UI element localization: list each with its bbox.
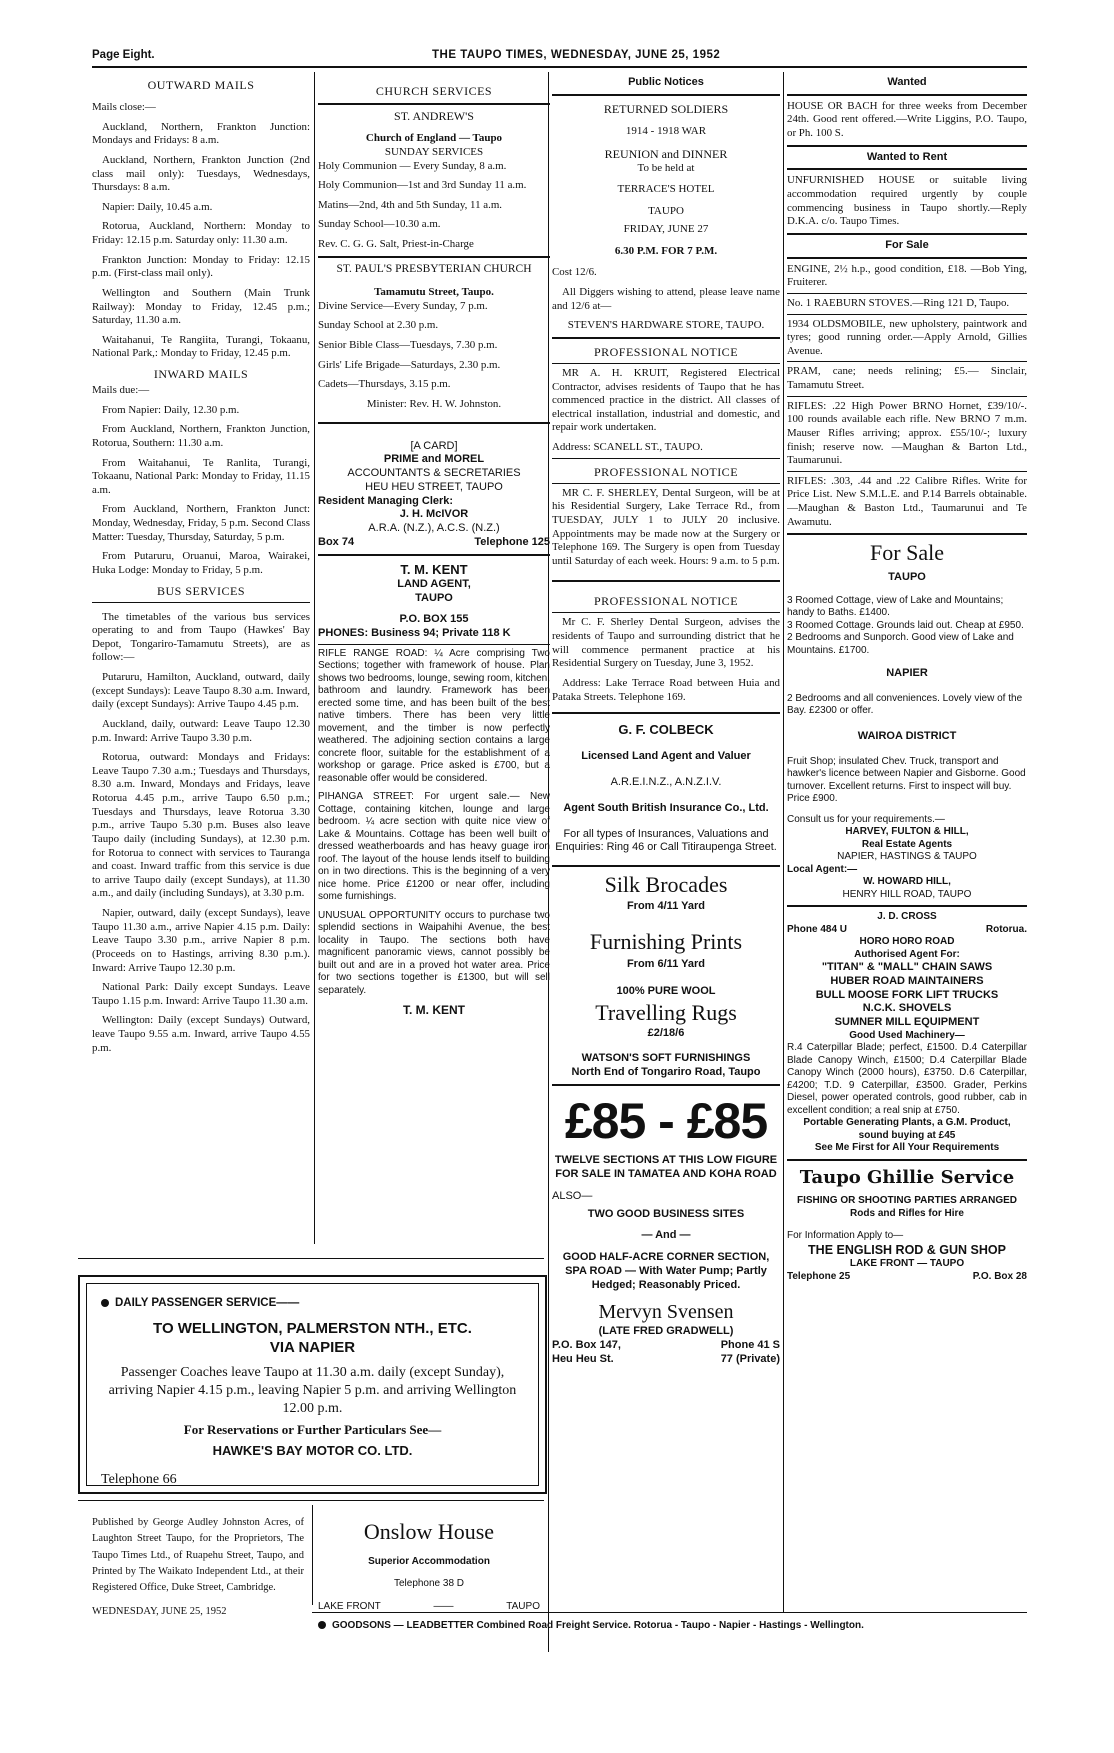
bus-item: Wellington: Daily (except Sundays) Outward, leave Taupo 9.55 a.m. Inward, arrive Taupo 4.55 p.m.: [92, 1014, 310, 1054]
onslow-tel: Telephone 38 D: [393, 1578, 465, 1589]
bus-item: Auckland, daily, outward: Leave Taupo 12.30 p.m. Inward: Arrive Taupo 3.30 p.m.: [92, 717, 310, 744]
half-acre: GOOD HALF-ACRE CORNER SECTION, SPA ROAD — With Water Pump; Partly Hedged; Reasonably Priced.: [562, 1251, 770, 1291]
imprint: [92, 1515, 304, 1621]
sale-item: RIFLES: .22 High Power BRNO Hornet, £39/10/-. 100 rounds available each rifle. New BRNO 7 m.m. Mauser Rifles arriving; approx. £55/10/-; luxury finish; reserve now. —Maughan & Barton Ltd., Taumarunui.: [787, 400, 1027, 472]
column-rule: [783, 72, 784, 1612]
watsons-address: North End of Tongariro Road, Taupo: [552, 1066, 780, 1086]
mail-item: From Auckland, Northern, Frankton Junct: Monday, Wednesday, Friday, 5 p.m. Second Class Matter: Tuesday, Thursday, Saturday, 5 p.m.: [92, 503, 310, 543]
taupo-subhead: TAUPO: [888, 570, 926, 583]
onslow-left: LAKE FRONT: [318, 1600, 381, 1612]
mervyn-po: P.O. Box 147,: [552, 1339, 621, 1352]
wairoa-subhead: WAIROA DISTRICT: [857, 729, 957, 742]
cross-town: Rotorua.: [985, 923, 1027, 935]
public-notices-heading: Public Notices: [552, 76, 780, 96]
mail-item: Mails close:—: [92, 101, 156, 113]
bull-moose: BULL MOOSE FORK LIFT TRUCKS: [815, 988, 999, 1001]
english-shop: THE ENGLISH ROD & GUN SHOP: [808, 1242, 1006, 1257]
titan: "TITAN" & "MALL" CHAIN SAWS: [821, 961, 993, 973]
bus-item: Putaruru, Hamilton, Auckland, outward, daily (except Sundays): Leave Taupo 8.30 a.m. Inward, daily (except Sundays): Arrive Taupo 4.45 p.m.: [92, 671, 310, 711]
fishing: FISHING OR SHOOTING PARTIES ARRANGED: [796, 1195, 1017, 1207]
shop-tel: Telephone 25: [787, 1270, 851, 1282]
church-line: Senior Bible Class—Tuesdays, 7.30 p.m.: [318, 339, 498, 351]
sherley-address: Address: Lake Terrace Road between Huia and Pataka Streets. Telephone 169.: [552, 677, 780, 714]
professional-notice-heading: PROFESSIONAL NOTICE: [552, 465, 780, 484]
outward-mails-heading: OUTWARD MAILS: [147, 78, 255, 92]
lake-front: LAKE FRONT — TAUPO: [849, 1258, 965, 1270]
rifle-range-listing: RIFLE RANGE ROAD: ¼ Acre comprising Two Sections; together with framework of house. Plan shows two bedrooms, lounge, sewing room, kitchen, bathroom and laundry. Framework has been erected some time, and has been built of the best native timbers. There has been very little movement, and the timber is now perfectly weathered. The adjoining section contains a large concrete floor, suitable for the establishment of a workshop or garage. Price asked is £700, but a reasonable offer would be considered.: [318, 647, 550, 784]
sherley-notice-2: Mr C. F. Sherley Dental Surgeon, advises the residents of Taupo and surrounding district that he will commence permanent practice at his Residential Surgery on Tuesday, June 3, 1952.: [552, 616, 780, 670]
twelve-sections: TWELVE SECTIONS AT THIS LOW FIGURE FOR SALE IN TAMATEA AND KOHA ROAD: [554, 1154, 778, 1181]
kent-title: T. M. KENT: [400, 561, 468, 577]
church-line: Cadets—Thursdays, 3.15 p.m.: [318, 378, 451, 391]
colbeck-insurance: Agent South British Insurance Co., Ltd.: [563, 801, 769, 814]
mail-item: Frankton Junction: Monday to Friday: 12.15 p.m. (First-class mail only).: [92, 253, 310, 280]
firm-name: PRIME and MOREL: [383, 453, 485, 466]
mail-item: Waitahanui, Te Rangiita, Turangi, Tokaanu, National Park,: Monday to Friday, 12.45 p.m.: [92, 333, 310, 360]
telephone-66: Telephone 66: [101, 1471, 177, 1487]
bus-item: National Park: Daily except Sundays. Leave Taupo 1.15 p.m. Inward: Arrive Taupo 11.30 a.m.: [92, 981, 310, 1007]
firm-street: HEU HEU STREET, TAUPO: [365, 480, 503, 493]
mail-item: From Waitahanui, Te Ranlita, Turangi, Tokaanu, National Park: Monday to Friday, 11.15 a.m.: [92, 456, 310, 496]
mail-item: From Auckland, Northern, Frankton Junction, Rotorua, Southern: 11.30 a.m.: [92, 423, 310, 449]
st-andrews-heading: ST. ANDREW'S: [394, 109, 474, 123]
mervyn-phone: Phone 41 S: [720, 1339, 780, 1352]
coe-line: Church of England — Taupo: [365, 132, 503, 144]
footer-rule: [312, 1612, 1027, 1613]
mervyn-private: 77 (Private): [720, 1352, 780, 1365]
wanted-item: HOUSE OR BACH for three weeks from December 24th. Good rent offered.—Write Liggins, P.O. Taupo, or Ph. 100 S.: [787, 100, 1027, 147]
price-right: £85: [686, 1092, 768, 1149]
card-label: [A CARD]: [410, 439, 458, 452]
sumner: SUMNER MILL EQUIPMENT: [834, 1016, 980, 1028]
nck: N.C.K. SHOVELS: [862, 1002, 952, 1015]
napier-subhead: NAPIER: [886, 667, 928, 679]
onslow-title: Onslow House: [363, 1519, 495, 1544]
rugs-price: £2/18/6: [647, 1026, 685, 1039]
column-mails: [92, 72, 310, 1252]
reunion-date: FRIDAY, JUNE 27: [623, 222, 709, 235]
column-classifieds: [787, 76, 1027, 1616]
price-dash: -: [658, 1092, 674, 1149]
machinery-list: R.4 Caterpillar Blade; perfect, £1500. D.4 Caterpillar Blade Canopy Winch, £1500; D.4 Caterpillar Blade Canopy Winch (2000 hours), £3750. D.6 Caterpillar, £4200; T.D. 9 Caterpillar, £3500. Grader, Perkins Diesel, power operated controls, good rubber, cab in excellent condition; a real snip at £750.: [787, 1042, 1027, 1116]
hotel: TERRACE'S HOTEL: [617, 183, 715, 196]
st-pauls-heading: ST. PAUL'S PRESBYTERIAN CHURCH: [336, 262, 532, 275]
rods: Rods and Rifles for Hire: [850, 1207, 964, 1219]
cross-phone: Phone 484 U: [787, 923, 848, 935]
church-line: Holy Communion — Every Sunday, 8 a.m.: [318, 159, 507, 172]
column-rule: [314, 72, 315, 1244]
listing: Fruit Shop; insulated Chev. Truck, transport and hawker's licence between Napier and Gisborne. Good turnover. Excellent returns. First to inspect will buy. Price £900.: [787, 755, 1026, 804]
mcivor: J. H. McIVOR: [399, 508, 469, 521]
colbeck-enquiries: For all types of Insurances, Valuations and Enquiries: Ring 46 or Call Titiraupenga Street.: [552, 828, 780, 867]
price-banner: [552, 1090, 780, 1153]
portable-plants: Portable Generating Plants, a G.M. Product, sound buying at £45: [803, 1117, 1011, 1141]
sale-item: No. 1 RAEBURN STOVES.—Ring 121 D, Taupo.: [787, 297, 1027, 315]
furnishing-prints: Furnishing Prints: [589, 929, 743, 955]
church-line: Divine Service—Every Sunday, 7 p.m.: [318, 299, 488, 312]
church-line: Sunday School at 2.30 p.m.: [318, 319, 439, 332]
via-napier: VIA NAPIER: [269, 1339, 356, 1357]
kent-phones: PHONES: Business 94; Private 118 K: [318, 627, 550, 645]
info: For Information Apply to—: [787, 1230, 904, 1242]
mail-item: Mails due:—: [92, 384, 150, 396]
reunion-info: All Diggers wishing to attend, please leave name and 12/6 at—: [552, 285, 780, 312]
napier-hastings: NAPIER, HASTINGS & TAUPO: [837, 851, 977, 862]
pure-wool: 100% PURE WOOL: [616, 985, 716, 998]
travelling-rugs: Travelling Rugs: [595, 1000, 737, 1026]
henry-hill: HENRY HILL ROAD, TAUPO: [787, 889, 1027, 908]
sunday-services: SUNDAY SERVICES: [384, 145, 484, 158]
quals: A.R.A. (N.Z.), A.C.S. (N.Z.): [368, 522, 500, 534]
cross-name: J. D. CROSS: [877, 911, 937, 922]
column-rule: [312, 1505, 313, 1605]
daily-service: DAILY PASSENGER SERVICE——: [115, 1297, 300, 1309]
sale-item: PRAM, cane; needs relining; £5.— Sinclair, Tamamutu Street.: [787, 365, 1027, 396]
reunion-town: TAUPO: [648, 205, 684, 217]
reunion-cost: Cost 12/6.: [552, 266, 597, 279]
kent-taupo: TAUPO: [415, 591, 453, 604]
good-used: Good Used Machinery—: [849, 1029, 965, 1041]
coach-times: Passenger Coaches leave Taupo at 11.30 a.m. daily (except Sunday), arriving Napier 4.15 p.m., leaving Napier 5 p.m. and arriving Wellington 12.00 p.m.: [108, 1364, 517, 1417]
listing: 2 Bedrooms and all conveniences. Lovely view of the Bay. £2300 or offer.: [787, 692, 1023, 717]
column-church-agents: [318, 78, 550, 1248]
listing: 3 Roomed Cottage. Grounds laid out. Cheap at £950.: [787, 619, 1024, 631]
page-header: [92, 48, 1027, 64]
watsons: WATSON'S SOFT FURNISHINGS: [581, 1052, 751, 1065]
firm-desc: ACCOUNTANTS & SECRETARIES: [347, 467, 521, 479]
ghillie-logo: Taupo Ghillie Service: [799, 1166, 1015, 1188]
onslow-dash: ——: [433, 1600, 454, 1612]
church-line: Girls' Life Brigade—Saturdays, 2.30 p.m.: [318, 358, 501, 371]
unusual-listing: UNUSUAL OPPORTUNITY occurs to purchase two splendid sections in Waipahihi Avenue, the best locality in Taupo. The sections both have magnificent panoramic views, cannot possibly be built out and are in a proved hot water area. Price for two sections together is £1300, but will sell separately.: [318, 909, 550, 996]
war-years: 1914 - 1918 WAR: [625, 124, 707, 137]
gradwell: (LATE FRED GRADWELL): [598, 1325, 734, 1338]
mail-item: Auckland, Northern, Frankton Junction (2nd class mail only): Tuesdays, Wednesdays, Thursdays: 8 a.m.: [92, 153, 310, 194]
listing: 2 Bedrooms and Sunporch. Good view of Lake and Mountains. £1700.: [787, 632, 1014, 656]
mail-item: From Napier: Daily, 12.30 p.m.: [102, 403, 240, 416]
church-line: Sunday School—10.30 a.m.: [318, 218, 441, 231]
imprint-text: Published by George Audley Johnston Acres, of Laughton Street Taupo, for the Proprietors, The Taupo Times Ltd., of Ruapehu Street, Taupo, and Printed by The Waikato Independent Ltd., at their Registered Office, Duke Street, Cambridge.: [92, 1517, 304, 1594]
stevens-store: STEVEN'S HARDWARE STORE, TAUPO.: [552, 319, 780, 339]
listing: 3 Roomed Cottage, view of Lake and Mountains; handy to Baths. £1400.: [787, 594, 1004, 618]
sale-item: 1934 OLDSMOBILE, new upholstery, paintwork and tyres; good running order.—Apply Arnold, Gillies Avenue.: [787, 318, 1027, 363]
onslow-right: TAUPO: [506, 1600, 540, 1612]
colbeck-title: Licensed Land Agent and Valuer: [581, 750, 751, 763]
mail-item: Napier: Daily, 10.45 a.m.: [102, 200, 213, 213]
masthead: THE TAUPO TIMES, WEDNESDAY, JUNE 25, 1952: [432, 49, 721, 61]
horo-road: HORO HORO ROAD: [859, 936, 955, 947]
held-at: To be held at: [637, 161, 695, 174]
onslow-ad: [318, 1510, 540, 1613]
church-line: Minister: Rev. H. W. Johnston.: [318, 398, 550, 424]
box-number: Box 74: [318, 535, 355, 548]
bus-services-heading: BUS SERVICES: [92, 584, 310, 603]
bus-item: Rotorua, outward: Mondays and Fridays: Leave Taupo 7.30 a.m.; Tuesdays and Thursdays, 8.30 a.m. Inward, Mondays and Fridays, leave Rotorua 4.45 p.m., arrive Taupo 6.50 p.m.; Tuesdays and Thursdays, leave Rotorua 3.30 p.m., arrive Taupo 5.30 p.m. Buses also leave Taupo daily (including Sundays), at 12.30 p.m. for Rotorua to connect with services to Tauranga and coast. Inward traffic from this service is due to arrive Taupo daily (except Sundays), at 11.30 a.m., and daily (including Sundays), at 3.30 p.m.: [92, 751, 310, 900]
local-agent: Local Agent:—: [787, 863, 858, 875]
professional-notice-heading: PROFESSIONAL NOTICE: [552, 345, 780, 364]
kruit-notice: MR A. H. KRUIT, Registered Electrical Contractor, advises residents of Taupo that he has commenced practice in the district. All classes of electrical installation, industrial and domestic, and repair work undertaken.: [552, 366, 780, 434]
sale-item: RIFLES: .303, .44 and .22 Calibre Rifles. Write for Price List. New S.M.L.E. and P.14 Barrels obtainable.—Maughan & Baston Ltd., Taumarunui and Te Awamutu.: [787, 475, 1027, 536]
column-notices: [552, 76, 780, 1656]
authorised: Authorised Agent For:: [854, 948, 960, 960]
section-rule: [78, 1258, 544, 1259]
reunion: REUNION and DINNER: [604, 146, 728, 161]
reservations: For Reservations or Further Particulars See—: [183, 1422, 442, 1438]
business-sites: TWO GOOD BUSINESS SITES: [587, 1207, 745, 1220]
real-estate: Real Estate Agents: [861, 838, 953, 850]
bullet-icon: [318, 1621, 326, 1629]
shop-box: P.O. Box 28: [972, 1270, 1027, 1282]
church-line: Matins—2nd, 4th and 5th Sunday, 11 a.m.: [318, 198, 503, 211]
colbeck-quals: A.R.E.I.N.Z., A.N.Z.I.V.: [610, 776, 722, 789]
reunion-time: 6.30 P.M. FOR 7 P.M.: [614, 244, 718, 257]
passenger-service-ad: [78, 1275, 547, 1494]
mail-item: From Putaruru, Oruanui, Maroa, Wairakei, Huka Lodge: Monday to Friday, 5 p.m.: [92, 550, 310, 576]
also: ALSO—: [552, 1189, 593, 1202]
pihanga-listing: PIHANGA STREET: For urgent sale.— New Cottage, containing kitchen, lounge and large bedroom. ¼ acre section with quite nice view of Lake & Mountains. Cottage has been well built of dressed weatherboards and has heavy guage iron roof. The layout of the house lends itself to building on in two directions. This is the beginning of a very nice home. Price £1200 or near offer, including some furnishings.: [318, 791, 550, 903]
consult: Consult us for your requirements.—: [787, 813, 945, 825]
resident-label: Resident Managing Clerk:: [318, 494, 454, 507]
imprint-date: WEDNESDAY, JUNE 25, 1952: [92, 1606, 227, 1618]
sale-item: ENGINE, 2½ h.p., good condition, £18. —Bob Ying, Fruiterer.: [787, 263, 1027, 294]
colbeck-name: G. F. COLBECK: [618, 722, 714, 738]
silk-brocades: Silk Brocades: [604, 871, 728, 897]
footer-text: GOODSONS — LEADBETTER Combined Road Freight Service. Rotorua - Taupo - Napier - Hastings - Wellington.: [332, 1620, 864, 1631]
see-me: See Me First for All Your Requirements: [787, 1142, 1027, 1161]
mail-item: Wellington and Southern (Main Trunk Railway): Monday to Friday, 12.45 p.m.; Saturday, 11.30 a.m.: [92, 286, 310, 327]
price-left: £85: [564, 1092, 646, 1149]
kruit-address: Address: SCANELL ST., TAUPO.: [552, 441, 780, 459]
inward-mails-heading: INWARD MAILS: [153, 367, 249, 381]
footer-banner: [318, 1620, 1028, 1633]
returned-soldiers: RETURNED SOLDIERS: [603, 101, 729, 116]
mail-item: Rotorua, Auckland, Northern: Monday to Friday: 12.15 p.m. Saturday only: 11.30 a.m.: [92, 220, 310, 246]
telephone: Telephone 125: [474, 535, 550, 548]
professional-notice-heading: PROFESSIONAL NOTICE: [552, 594, 780, 613]
mervyn-street: Heu Heu St.: [552, 1352, 614, 1365]
silk-price: From 4/11 Yard: [626, 900, 706, 913]
kent-pobox: P.O. BOX 155: [399, 613, 469, 626]
harvey: HARVEY, FULTON & HILL,: [845, 826, 969, 837]
for-sale-big: For Sale: [870, 540, 944, 566]
church-line: Rev. C. G. G. Salt, Priest-in-Charge: [318, 238, 550, 258]
sherley-notice: MR C. F. SHERLEY, Dental Surgeon, will be at his Residential Surgery, Lake Terrace Rd., from TUESDAY, JULY 1 to JULY 20 inclusive. Appointments may be made now at the Surgery or Telephone 169. The Surgery is open from Tuesday until Saturday of each week. Hours: 9 a.m. to 5 p.m.: [552, 487, 780, 583]
furnishing-price: From 6/11 Yard: [626, 957, 706, 970]
hawkes-bay: HAWKE'S BAY MOTOR CO. LTD.: [212, 1442, 413, 1458]
header-rule: [92, 66, 1027, 68]
bus-item: The timetables of the various bus services operating to and from Taupo (Hawkes' Bay Depot, Tongariro-Tamamutu Streets), are as follow:—: [92, 610, 310, 664]
destinations: TO WELLINGTON, PALMERSTON NTH., ETC.: [153, 1320, 472, 1338]
mail-item: Auckland, Northern, Frankton Junction: Mondays and Fridays: 8 a.m.: [92, 120, 310, 147]
and-label: — And —: [641, 1229, 691, 1242]
for-sale-heading: For Sale: [787, 239, 1027, 259]
page-number: Page Eight.: [92, 49, 155, 61]
bus-item: Napier, outward, daily (except Sundays), leave Taupo 11.30 a.m., arrive Napier 4.15 p.m. Daily: Leave Taupo 3.30 p.m., arrive Napier 8 p.m. (Proceeds on to Hastings, arriving 8.30 p.m.). Inward: Arrive Taupo 12.30 p.m.: [92, 907, 310, 974]
section-rule: [78, 1500, 544, 1501]
wanted-rent-item: UNFURNISHED HOUSE or suitable living accommodation required urgently by couple commencing business in Taupo shortly.—Reply D.K.A. c/o. Taupo Times.: [787, 174, 1027, 235]
church-services-heading: CHURCH SERVICES: [318, 84, 550, 105]
onslow-sub: Superior Accommodation: [368, 1555, 490, 1567]
church-line: Holy Communion—1st and 3rd Sunday 11 a.m.: [318, 179, 527, 192]
howard-hill: W. HOWARD HILL,: [863, 876, 951, 887]
bullet-icon: [101, 1299, 109, 1307]
wanted-heading: Wanted: [787, 76, 1027, 96]
wanted-rent-heading: Wanted to Rent: [787, 151, 1027, 171]
kent-signature: T. M. KENT: [403, 1003, 465, 1018]
huber: HUBER ROAD MAINTAINERS: [830, 974, 984, 987]
mervyn-svensen: Mervyn Svensen: [598, 1301, 734, 1324]
tamamutu-line: Tamamutu Street, Taupo.: [374, 286, 494, 298]
land-agent: LAND AGENT,: [397, 577, 471, 590]
